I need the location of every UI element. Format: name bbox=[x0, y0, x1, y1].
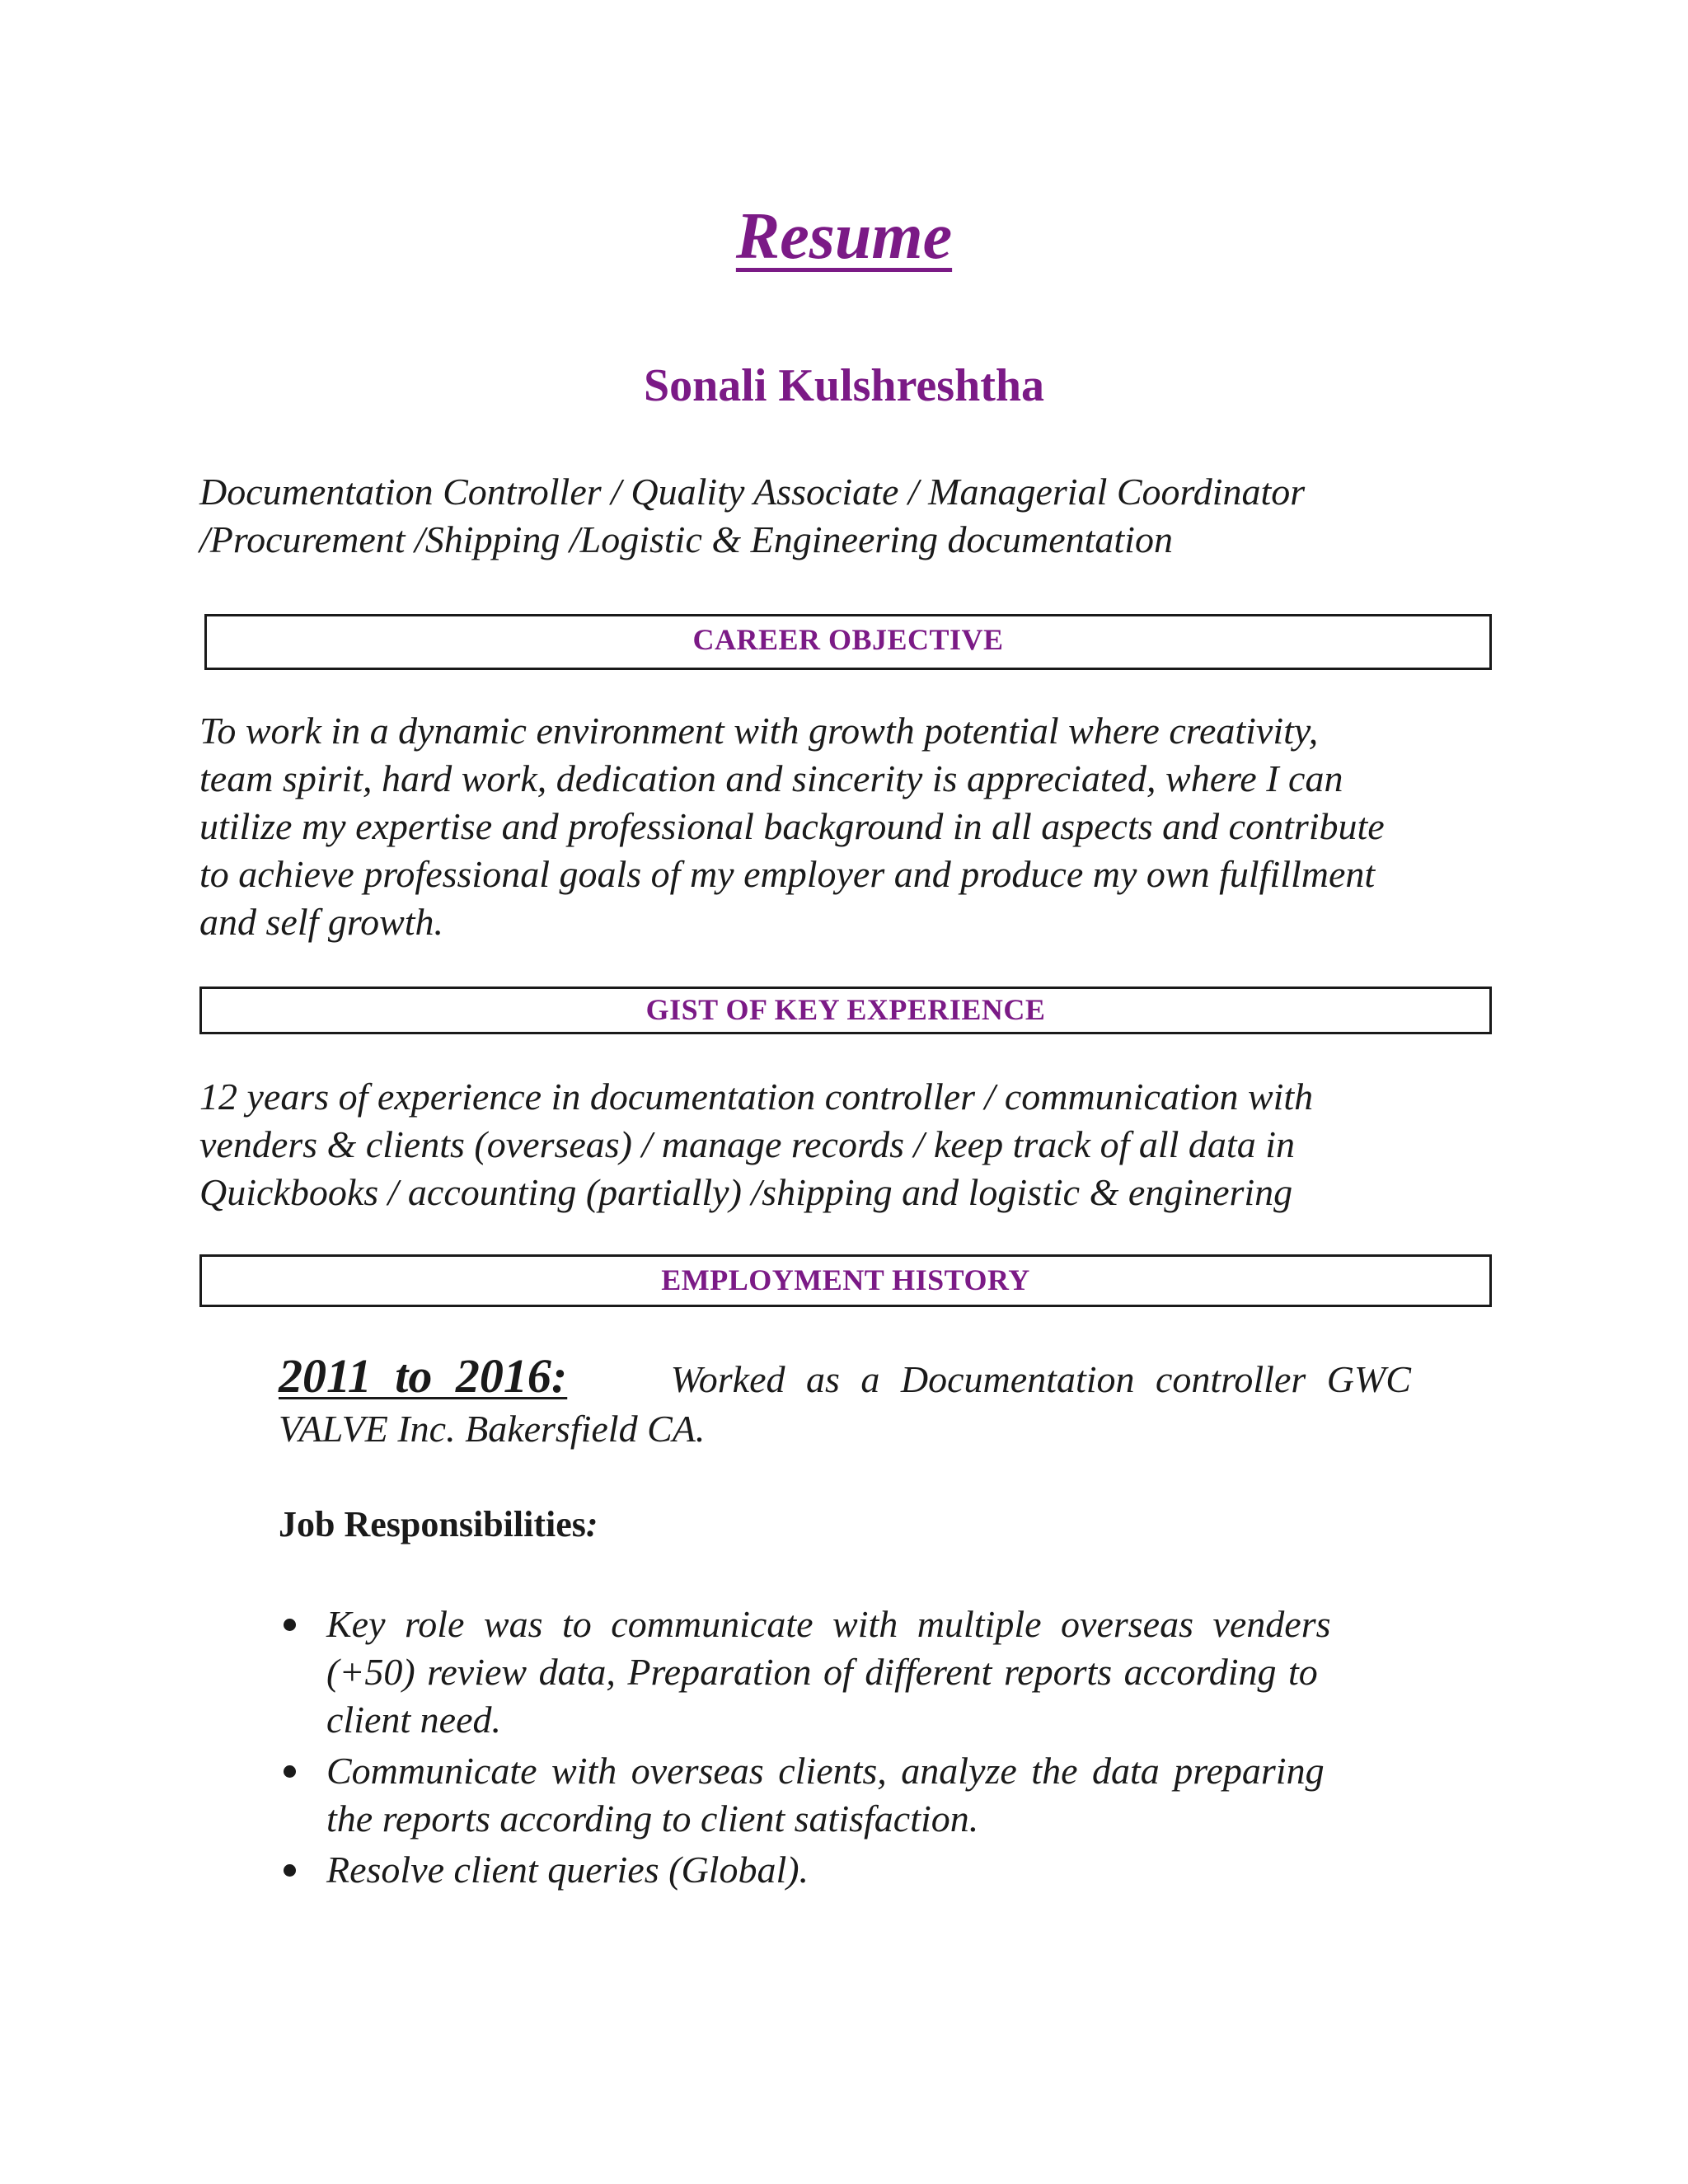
job-responsibilities-colon: : bbox=[585, 1504, 598, 1544]
paragraph-line: To work in a dynamic environment with growth potential where creativity, bbox=[199, 710, 1319, 752]
section-heading-key-experience: GIST OF KEY EXPERIENCE bbox=[199, 987, 1492, 1034]
paragraph-line: and self growth. bbox=[199, 901, 444, 943]
job-headline bbox=[199, 468, 1502, 564]
paragraph-line: team spirit, hard work, dedication and sincerity is appreciated, where I can bbox=[199, 757, 1343, 799]
headline-line: Documentation Controller / Quality Associate / Managerial Coordinator bbox=[199, 471, 1306, 513]
list-item bbox=[279, 1747, 1411, 1843]
employment-description: Worked as a Documentation controller GWC bbox=[670, 1358, 1411, 1400]
list-item-line: Resolve client queries (Global). bbox=[326, 1849, 809, 1891]
list-item-line: the reports according to client satisfaction. bbox=[326, 1797, 979, 1840]
employment-entry-line bbox=[279, 1349, 1411, 1404]
headline-line: /Procurement /Shipping /Logistic & Engineering documentation bbox=[199, 518, 1173, 560]
job-responsibilities-heading bbox=[279, 1500, 598, 1549]
list-item-line: (+50) review data, Preparation of different reports according to bbox=[326, 1651, 1318, 1693]
bullet-icon bbox=[284, 1619, 296, 1631]
list-item bbox=[279, 1846, 1411, 1894]
paragraph-line: utilize my expertise and professional background in all aspects and contribute bbox=[199, 805, 1385, 847]
employment-company: VALVE Inc. Bakersfield CA. bbox=[279, 1408, 706, 1450]
bullet-icon bbox=[284, 1765, 296, 1778]
paragraph-line: Quickbooks / accounting (partially) /shipping and logistic & enginering bbox=[199, 1171, 1293, 1213]
candidate-name: Sonali Kulshreshtha bbox=[643, 360, 1045, 411]
bullet-icon bbox=[284, 1864, 296, 1877]
list-item-line: Communicate with overseas clients, analyze the data preparing bbox=[326, 1750, 1325, 1792]
employment-entry bbox=[279, 1349, 1411, 1454]
paragraph-line: 12 years of experience in documentation controller / communication with bbox=[199, 1076, 1314, 1118]
list-item-line: Key role was to communicate with multiple overseas venders bbox=[326, 1603, 1331, 1645]
job-responsibilities-label: Job Responsibilities bbox=[279, 1504, 586, 1544]
responsibilities-list bbox=[279, 1601, 1411, 1897]
document-title: Resume bbox=[735, 200, 953, 273]
key-experience-text bbox=[199, 1073, 1518, 1216]
list-item-line: client need. bbox=[326, 1699, 502, 1741]
section-heading-career-objective: CAREER OBJECTIVE bbox=[204, 614, 1492, 670]
section-heading-employment-history: EMPLOYMENT HISTORY bbox=[199, 1254, 1492, 1307]
career-objective-text bbox=[199, 707, 1518, 946]
list-item bbox=[279, 1601, 1411, 1744]
paragraph-line: venders & clients (overseas) / manage records / keep track of all data in bbox=[199, 1123, 1295, 1165]
employment-period: 2011 to 2016: bbox=[279, 1349, 568, 1403]
paragraph-line: to achieve professional goals of my employer and produce my own fulfillment bbox=[199, 853, 1376, 895]
